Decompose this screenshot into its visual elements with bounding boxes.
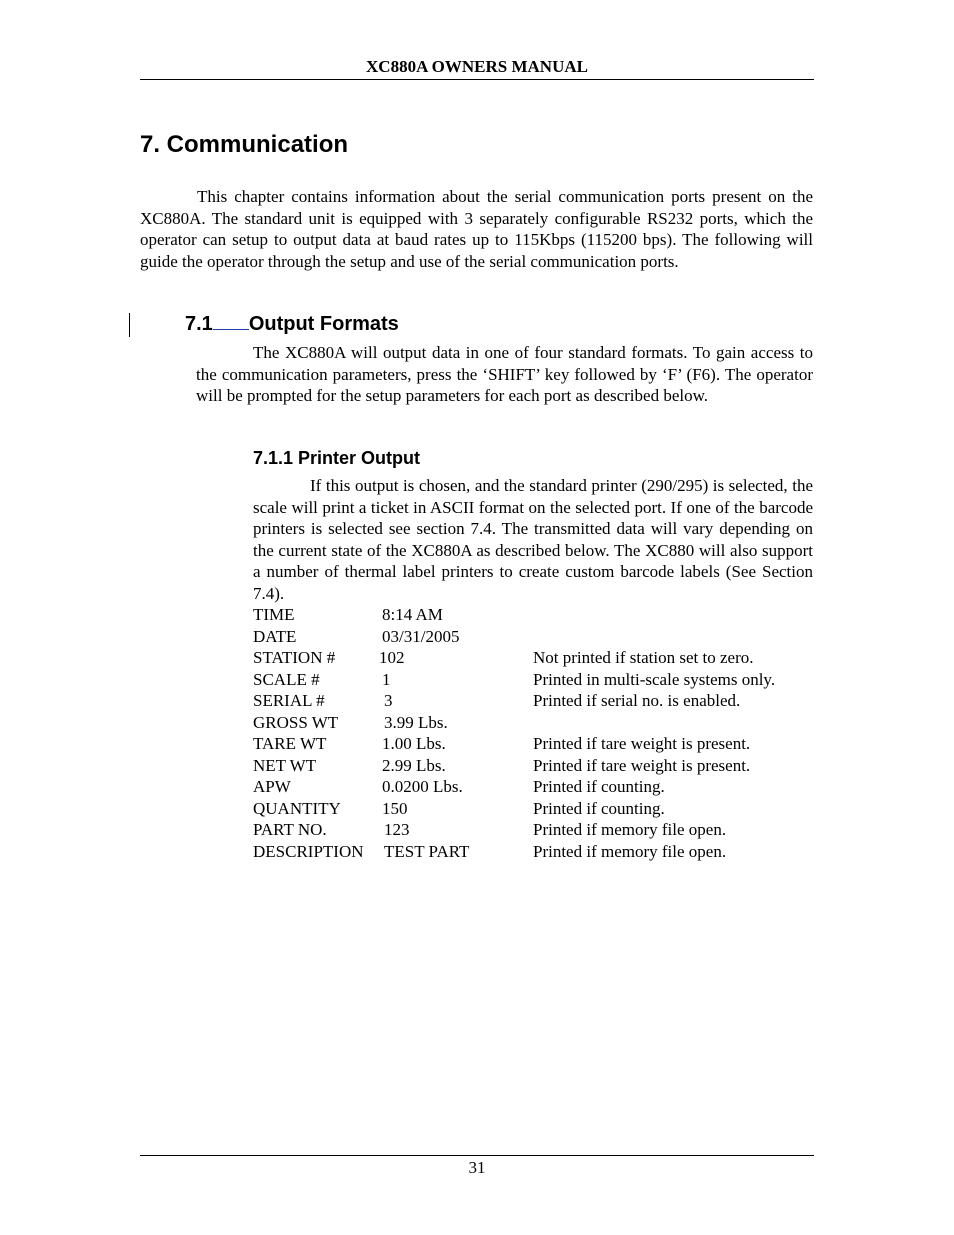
ticket-note: Not printed if station set to zero. — [533, 648, 754, 667]
ticket-field: GROSS WT — [253, 712, 339, 732]
ticket-value: 3 — [384, 691, 393, 710]
ticket-field: TIME — [253, 605, 295, 624]
section-7-1-paragraph: The XC880A will output data in one of four standard formats. To gain access to the communication parameters, press the ‘SHIFT’ key followed by ‘F’ (F6). The operator will be prompted for the setup parameters for each port as described below. — [196, 343, 813, 405]
ticket-value: 150 — [382, 798, 408, 818]
ticket-value: 0.0200 Lbs. — [382, 777, 463, 796]
ticket-value: 3.99 Lbs. — [384, 712, 448, 732]
ticket-field: TARE WT — [253, 734, 327, 753]
section-number: 7.1 — [185, 313, 213, 335]
ticket-note: Printed if tare weight is present. — [533, 755, 751, 775]
ticket-field: SCALE # — [253, 669, 320, 689]
chapter-intro-paragraph: This chapter contains information about the serial communication ports present on the XC880A. The standard unit is equipped with 3 separately configurable RS232 ports, which the operator can setup to output data at baud rates up to 115Kbps (115200 bps). The following will guide the operator through the setup and use of the serial communication ports. — [140, 187, 813, 271]
ticket-field: APW — [253, 777, 291, 796]
section-7-1-1-paragraph: If this output is chosen, and the standard printer (290/295) is selected, the scale will print a ticket in ASCII format on the selected port. If one of the barcode printers is selected see section 7.4. The transmitted data will vary depending on the current state of the XC880A as described below. The XC880 will also support a number of thermal label printers to create custom barcode labels (See Section 7.4). — [253, 476, 813, 603]
ticket-field: PART NO. — [253, 820, 327, 839]
ticket-field: STATION # — [253, 648, 336, 667]
ticket-value: 1 — [382, 669, 391, 689]
ticket-value: 102 — [379, 648, 405, 667]
ticket-field: DESCRIPTION — [253, 841, 364, 861]
ticket-note: Printed if counting. — [533, 777, 665, 796]
footer-rule — [140, 1155, 814, 1156]
ticket-note: Printed if tare weight is present. — [533, 734, 751, 753]
ticket-note: Printed if memory file open. — [533, 841, 727, 861]
chapter-title: 7. Communication — [140, 131, 349, 158]
revision-change-bar — [129, 313, 130, 337]
ticket-field: DATE — [253, 626, 297, 646]
section-title: Output Formats — [248, 313, 399, 335]
running-header: XC880A OWNERS MANUAL — [366, 57, 588, 76]
ticket-value: 8:14 AM — [382, 605, 443, 624]
ticket-value: 03/31/2005 — [382, 626, 460, 646]
ticket-note: Printed in multi-scale systems only. — [533, 669, 776, 689]
tracked-change-underline — [213, 311, 249, 330]
ticket-field: NET WT — [253, 755, 317, 775]
ticket-note: Printed if serial no. is enabled. — [533, 691, 741, 710]
page-number: 31 — [468, 1158, 486, 1177]
ticket-field: QUANTITY — [253, 798, 341, 818]
ticket-value: 1.00 Lbs. — [382, 734, 446, 753]
section-heading-7-1-1: 7.1.1 Printer Output — [253, 448, 421, 468]
ticket-field: SERIAL # — [253, 691, 325, 710]
ticket-value: 2.99 Lbs. — [382, 755, 446, 775]
ticket-value: 123 — [384, 820, 410, 839]
ticket-note: Printed if counting. — [533, 798, 665, 818]
ticket-value: TEST PART — [384, 841, 470, 861]
header-rule — [140, 79, 814, 80]
section-heading-7-1 — [185, 311, 399, 337]
ticket-note: Printed if memory file open. — [533, 820, 727, 839]
